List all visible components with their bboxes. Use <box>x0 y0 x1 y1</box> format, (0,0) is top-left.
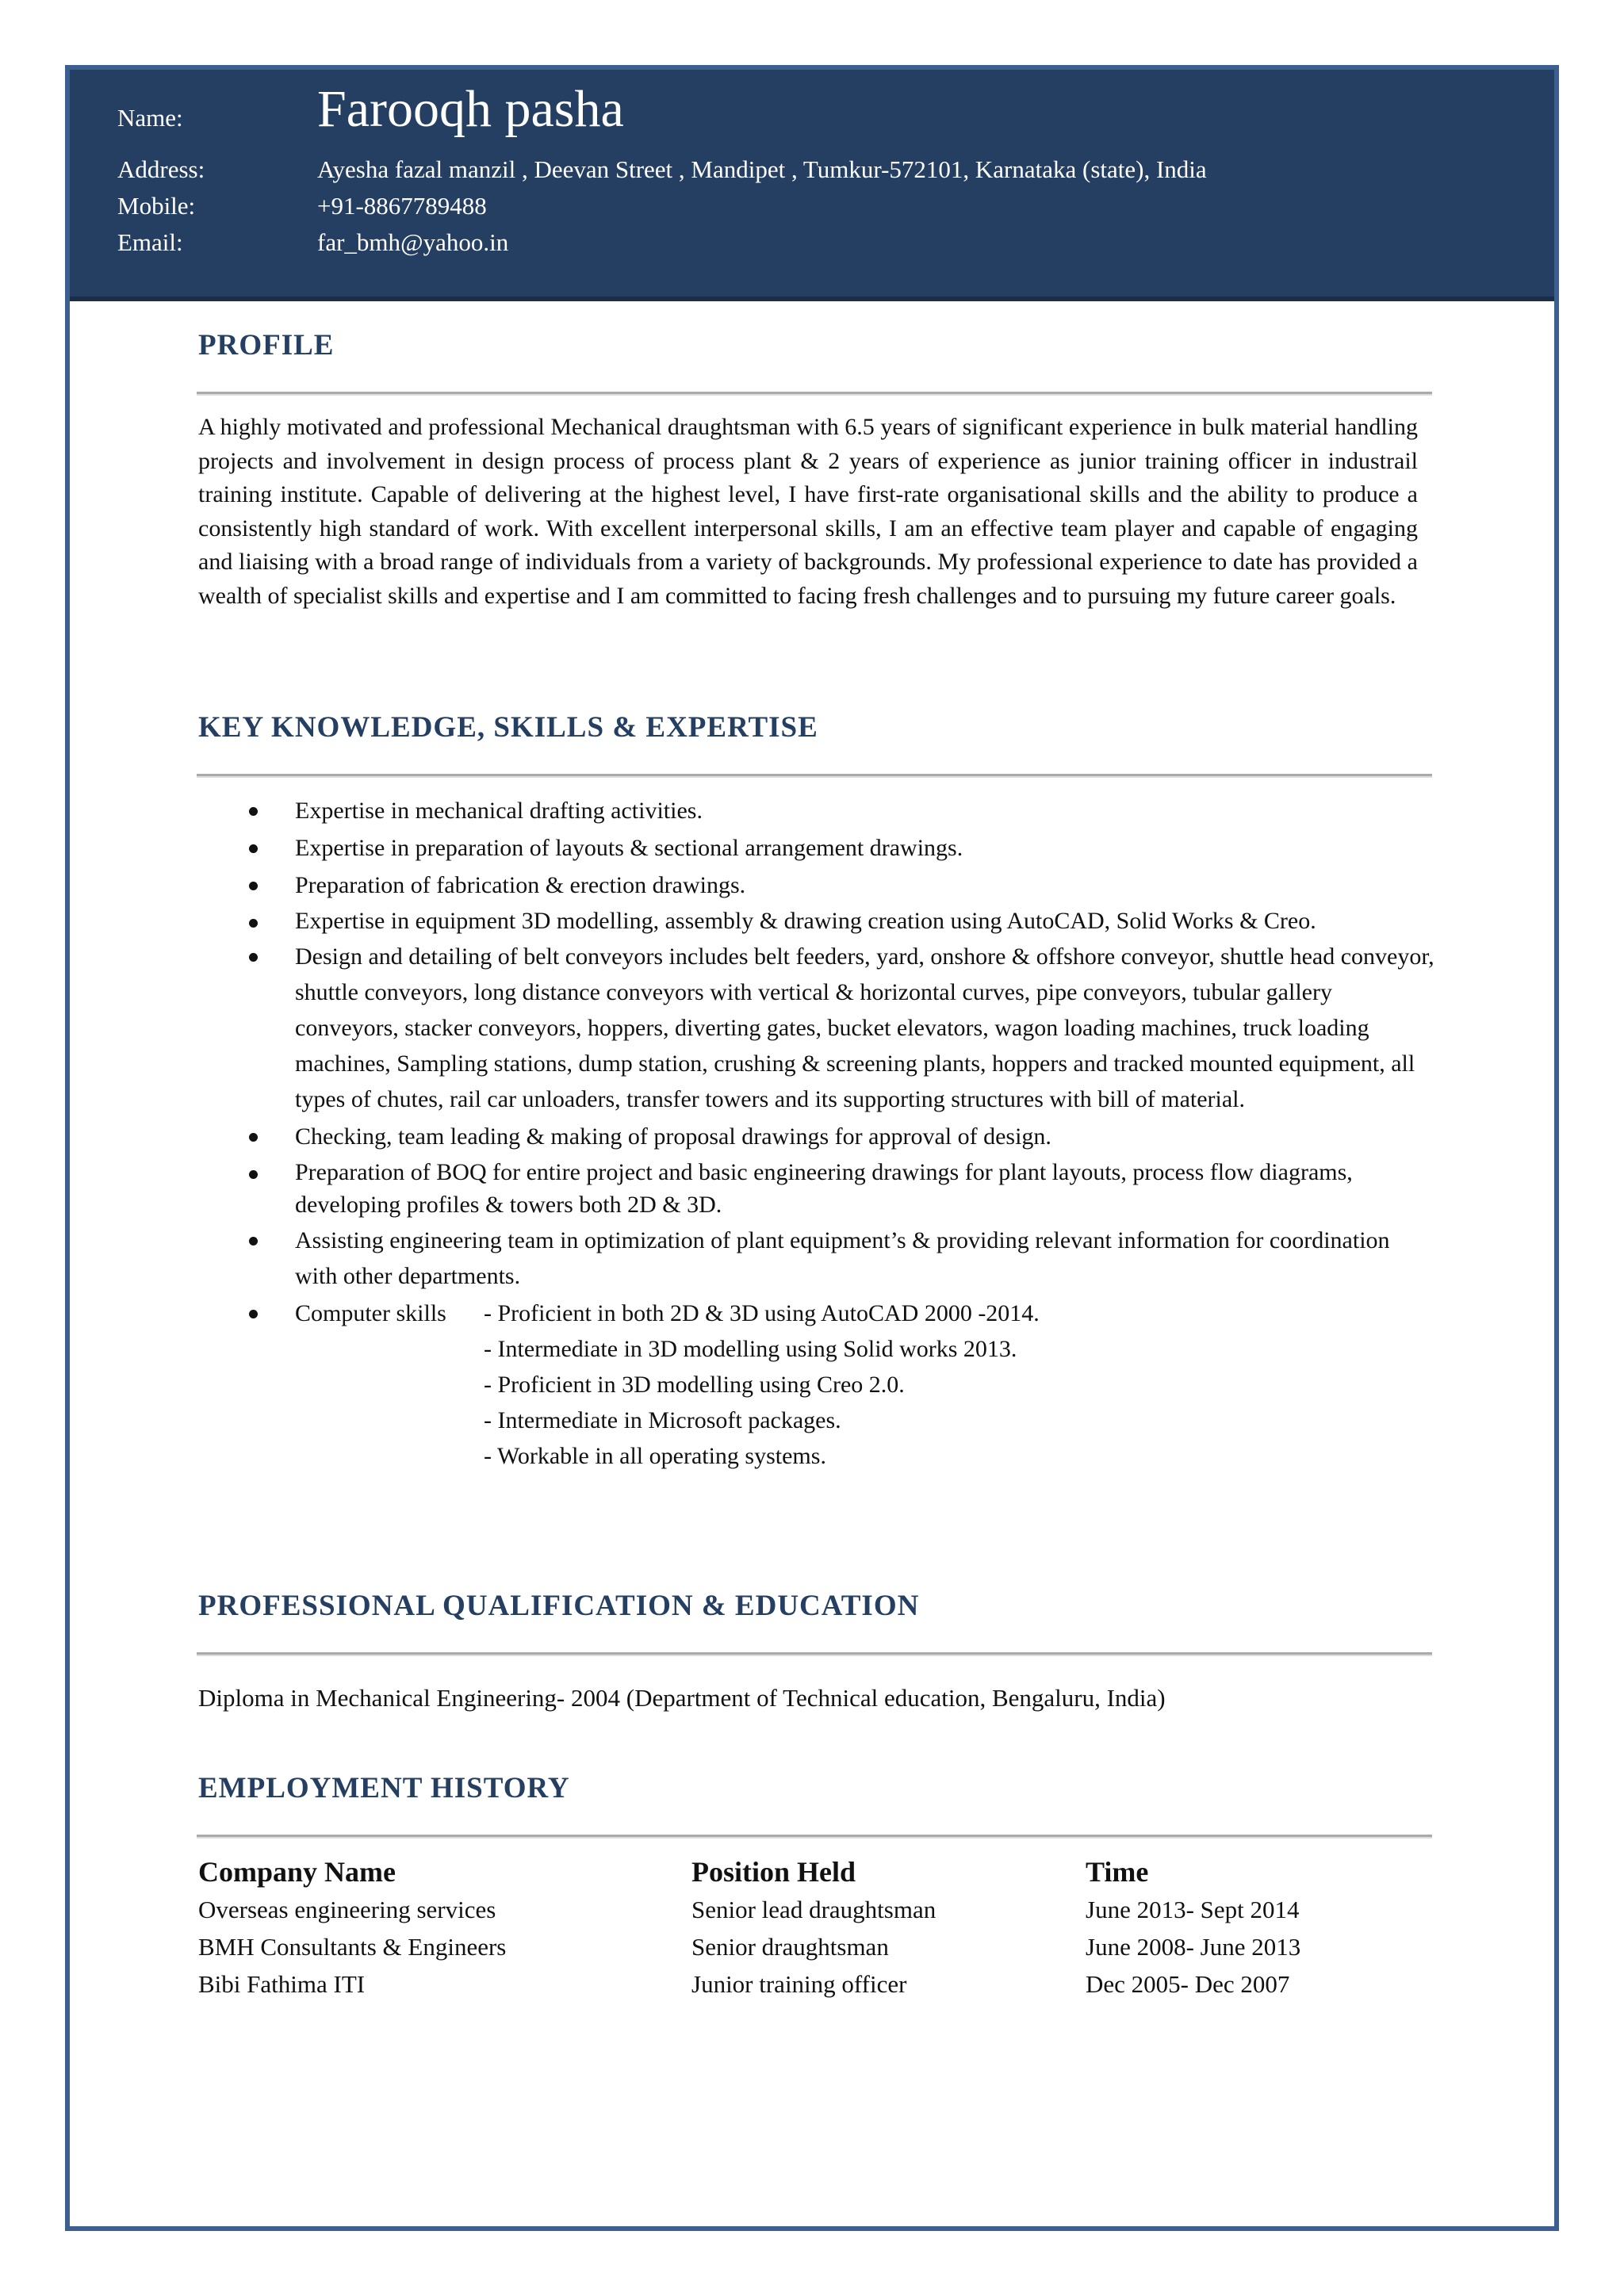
column-header-company: Company Name <box>198 1856 396 1888</box>
computer-skills-label: Computer skills <box>295 1300 446 1326</box>
profile-heading: PROFILE <box>198 329 335 362</box>
skills-heading: KEY KNOWLEDGE, SKILLS & EXPERTISE <box>198 711 818 744</box>
list-item: Preparation of fabrication & erection drawings. <box>198 867 1435 903</box>
address-label: Address: <box>117 155 205 183</box>
column-header-time: Time <box>1086 1856 1149 1888</box>
list-item: Expertise in mechanical drafting activities. <box>198 793 1435 828</box>
table-row <box>198 1932 1404 1969</box>
list-item: Expertise in preparation of layouts & sectional arrangement drawings. <box>198 830 1435 866</box>
skills-divider <box>197 774 1432 776</box>
position-cell: Junior training officer <box>691 1970 907 1998</box>
column-header-position: Position Held <box>691 1856 856 1888</box>
list-item: Checking, team leading & making of proposal drawings for approval of design. <box>198 1119 1435 1154</box>
computer-skill: - Intermediate in 3D modelling using Solid works 2013. <box>484 1336 1017 1362</box>
address-value: Ayesha fazal manzil , Deevan Street , Mandipet , Tumkur-572101, Karnataka (state), India <box>317 155 1207 183</box>
company-cell: BMH Consultants & Engineers <box>198 1933 507 1961</box>
table-header-row <box>198 1855 1404 1895</box>
name-label: Name: <box>117 104 183 132</box>
computer-skill: - Proficient in both 2D & 3D using AutoCAD 2000 -2014. <box>484 1300 1040 1326</box>
candidate-name: Farooqh pasha <box>317 80 624 138</box>
profile-divider <box>197 392 1432 394</box>
education-divider <box>197 1652 1432 1655</box>
company-cell: Overseas engineering services <box>198 1896 496 1923</box>
employment-heading: EMPLOYMENT HISTORY <box>198 1772 570 1804</box>
position-cell: Senior draughtsman <box>691 1933 889 1961</box>
address-row <box>117 155 1207 184</box>
skills-list <box>198 793 1435 1475</box>
time-cell: June 2013- Sept 2014 <box>1086 1896 1300 1923</box>
mobile-value: +91-8867789488 <box>317 192 487 220</box>
email-value[interactable]: far_bmh@yahoo.in <box>317 228 509 256</box>
education-text: Diploma in Mechanical Engineering- 2004 (Department of Technical education, Bengaluru, India) <box>198 1684 1166 1712</box>
table-row <box>198 1969 1404 2007</box>
computer-skill: - Proficient in 3D modelling using Creo 2.0. <box>484 1372 905 1398</box>
employment-table <box>198 1855 1404 2007</box>
computer-skills-item <box>198 1295 1435 1474</box>
company-cell: Bibi Fathima ITI <box>198 1970 366 1998</box>
computer-skills-line <box>295 1295 1435 1331</box>
computer-skill: - Workable in all operating systems. <box>484 1443 826 1469</box>
table-row <box>198 1895 1404 1932</box>
list-item: Expertise in equipment 3D modelling, assembly & drawing creation using AutoCAD, Solid Works & Creo. <box>198 905 1435 937</box>
email-row <box>117 228 508 257</box>
mobile-row <box>117 192 487 220</box>
list-item: Preparation of BOQ for entire project and basic engineering drawings for plant layouts, process flow diagrams, developing profiles & towers both 2D & 3D. <box>198 1156 1435 1221</box>
email-label: Email: <box>117 228 183 256</box>
list-item: Assisting engineering team in optimization of plant equipment’s & providing relevant information for coordination with other departments. <box>198 1223 1435 1294</box>
list-item: Design and detailing of belt conveyors includes belt feeders, yard, onshore & offshore conveyor, shuttle head conveyor, shuttle conveyors, long distance conveyors with vertical & horizontal curves, pipe conveyors, tubular gallery conveyors, stacker conveyors, hoppers, diverting gates, bucket elevators, wagon loading machines, truck loading machines, Sampling stations, dump station, crushing & screening plants, hoppers and tracked mounted equipment, all types of chutes, rail car unloaders, transfer towers and its supporting structures with bill of material. <box>198 939 1435 1117</box>
employment-divider <box>197 1835 1432 1837</box>
computer-skill: - Intermediate in Microsoft packages. <box>484 1407 841 1433</box>
time-cell: June 2008- June 2013 <box>1086 1933 1301 1961</box>
name-row <box>117 79 624 140</box>
time-cell: Dec 2005- Dec 2007 <box>1086 1970 1290 1998</box>
position-cell: Senior lead draughtsman <box>691 1896 936 1923</box>
profile-text: A highly motivated and professional Mechanical draughtsman with 6.5 years of significant experience in bulk material handling projects and involvement in design process of process plant & 2 years of experience as junior training officer in industrail training institute. Capable of delivering at the highest level, I have first-rate organisational skills and the ability to produce a consistently high standard of work. With excellent interpersonal skills, I am an effective team player and capable of engaging and liaising with a broad range of individuals from a variety of backgrounds. My professional experience to date has provided a wealth of specialist skills and expertise and I am committed to facing fresh challenges and to pursuing my future career goals. <box>198 414 1418 609</box>
education-heading: PROFESSIONAL QUALIFICATION & EDUCATION <box>198 1590 920 1622</box>
mobile-label: Mobile: <box>117 192 196 220</box>
